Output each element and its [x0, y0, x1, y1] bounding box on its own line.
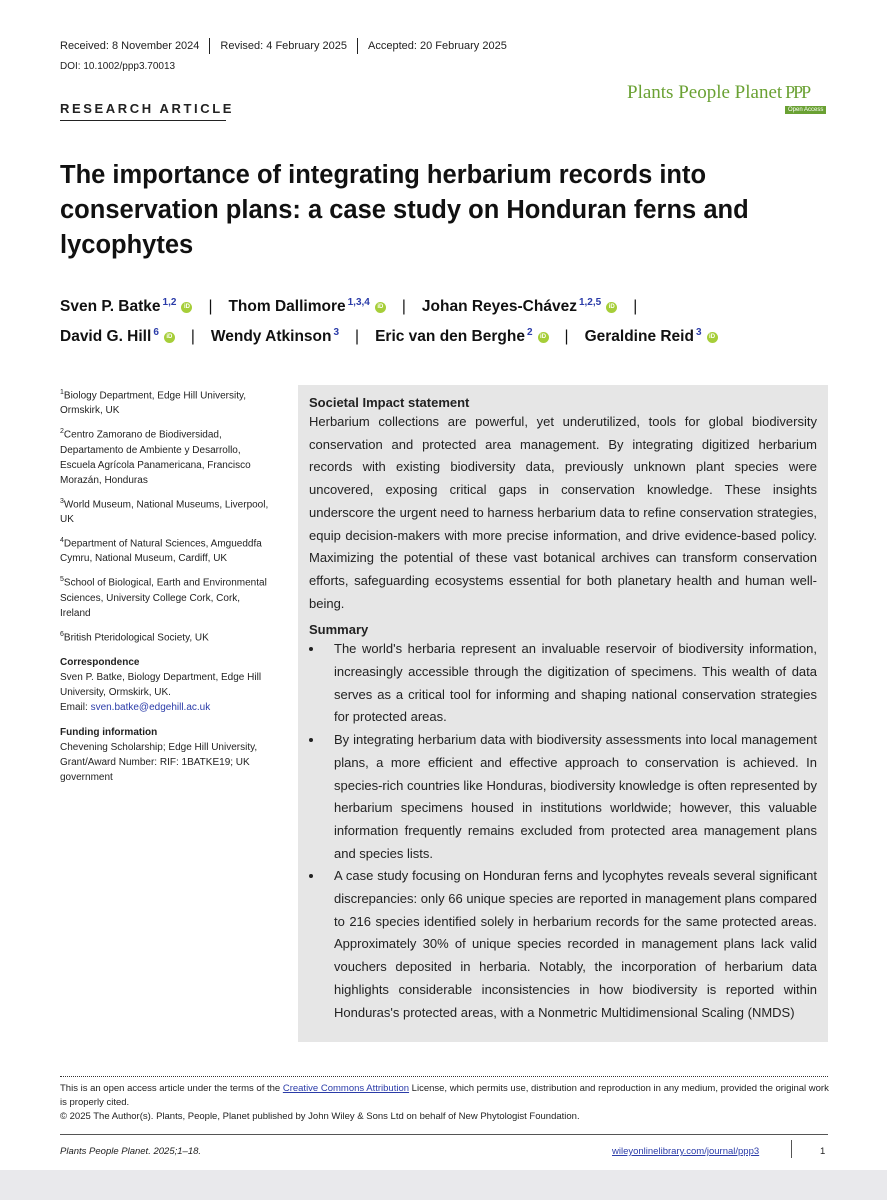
affiliation-number: 4 — [60, 536, 64, 544]
correspondence-text — [60, 670, 270, 715]
funding-text: Chevening Scholarship; Edge Hill University, Grant/Award Number: RIF: 1BATKE19; UK government — [60, 741, 258, 783]
journal-logo[interactable] — [627, 82, 809, 104]
affiliations-column — [60, 385, 270, 785]
author[interactable] — [375, 328, 548, 346]
received-date: Received: 8 November 2024 — [60, 40, 200, 52]
author[interactable] — [60, 298, 192, 316]
orcid-icon[interactable]: iD — [538, 332, 549, 343]
affiliation-number: 6 — [60, 630, 64, 638]
viewer-bottom-band — [0, 1170, 887, 1200]
affiliation — [60, 572, 270, 620]
author-affiliation: 2 — [526, 326, 533, 338]
author-name: Thom Dallimore — [228, 298, 346, 315]
summary-item: • The world's herbaria represent an invaluable reservoir of biodiversity information, increasingly accessible through the digitization of specimens. This wealth of data serves as a critical tool for informing and shaping national conservation strategies for protected areas. — [324, 638, 817, 729]
correspondence-address: Sven P. Batke, Biology Department, Edge Hill University, Ormskirk, UK. — [60, 671, 262, 698]
footer-divider — [791, 1140, 792, 1158]
author-affiliation: 3 — [333, 326, 340, 338]
license-notice — [60, 1082, 830, 1124]
journal-mark: PPP — [785, 82, 810, 102]
footer-rule — [60, 1134, 828, 1135]
author-line-2 — [60, 328, 840, 346]
author-name: Sven P. Batke — [60, 298, 161, 315]
affiliation — [60, 627, 270, 645]
impact-heading: Societal Impact statement — [309, 395, 470, 410]
author[interactable] — [585, 328, 718, 346]
author-separator: | — [401, 298, 406, 315]
email-link[interactable]: sven.batke@edgehill.ac.uk — [90, 701, 211, 713]
affiliation-text: World Museum, National Museums, Liverpool, UK — [60, 498, 269, 525]
open-access-badge: Open Access — [785, 106, 826, 114]
affiliation-text: British Pteridological Society, UK — [63, 631, 209, 643]
societal-impact-box — [298, 385, 828, 1042]
cc-license-link[interactable]: Creative Commons Attribution — [282, 1083, 410, 1094]
author-separator: | — [564, 328, 569, 345]
divider — [357, 38, 358, 54]
article-type-underline — [60, 120, 226, 121]
article-type: RESEARCH ARTICLE — [60, 101, 235, 116]
affiliation-text: Department of Natural Sciences, Amgueddfa Cymru, National Museum, Cardiff, UK — [60, 538, 262, 565]
affiliation-text: Biology Department, Edge Hill University, Ormskirk, UK — [60, 390, 247, 417]
author-affiliation: 6 — [153, 326, 159, 338]
author-separator: | — [633, 298, 638, 315]
journal-name: Plants People Planet — [627, 82, 783, 103]
doi: DOI: 10.1002/ppp3.70013 — [60, 61, 176, 72]
author-name: Wendy Atkinson — [210, 328, 332, 345]
affiliation — [60, 385, 270, 418]
license-text-post: License, which permits use, distribution and reproduction in any medium, provided the original work is properly cited. — [60, 1083, 829, 1108]
revised-date: Revised: 4 February 2025 — [220, 40, 347, 52]
affiliation — [60, 533, 270, 566]
affiliation-number: 3 — [60, 497, 64, 505]
affiliation — [60, 494, 270, 527]
affiliation-number: 2 — [60, 428, 64, 436]
summary-heading: Summary — [309, 622, 369, 638]
author[interactable] — [211, 328, 339, 346]
author-affiliation: 1,2,5 — [578, 296, 602, 308]
author-separator: | — [355, 328, 360, 345]
orcid-icon[interactable]: iD — [181, 302, 192, 313]
author[interactable] — [228, 298, 385, 316]
affiliation-text: School of Biological, Earth and Environmental Sciences, University College Cork, Cork, Ireland — [60, 577, 267, 619]
divider — [209, 38, 210, 54]
orcid-icon[interactable]: iD — [606, 302, 617, 313]
page-number: 1 — [820, 1146, 826, 1157]
email-label: Email: — [60, 701, 91, 713]
author-name: Geraldine Reid — [584, 328, 694, 345]
affiliation-number: 5 — [60, 576, 64, 584]
orcid-icon[interactable]: iD — [707, 332, 718, 343]
orcid-icon[interactable]: iD — [375, 302, 386, 313]
copyright: © 2025 The Author(s). Plants, People, Planet published by John Wiley & Sons Ltd on behalf of New Phytologist Foundation. — [60, 1111, 580, 1122]
author[interactable] — [60, 328, 175, 346]
affiliation — [60, 424, 270, 487]
article-dates — [60, 38, 507, 54]
author-separator: | — [208, 298, 213, 315]
author-name: Eric van den Berghe — [375, 328, 525, 345]
orcid-icon[interactable]: iD — [164, 332, 175, 343]
author-line-1 — [60, 298, 840, 316]
author-separator: | — [190, 328, 195, 345]
journal-url-link[interactable]: wileyonlinelibrary.com/journal/ppp3 — [612, 1146, 760, 1157]
funding-heading: Funding information — [60, 726, 158, 738]
summary-list — [309, 638, 817, 1024]
author[interactable] — [422, 298, 617, 316]
author-affiliation: 1,3,4 — [347, 296, 370, 308]
author-affiliation: 1,2 — [162, 296, 177, 308]
author-name: Johan Reyes-Chávez — [421, 298, 577, 315]
author-affiliation: 3 — [695, 326, 702, 338]
license-text-pre: This is an open access article under the terms of the — [60, 1083, 283, 1094]
correspondence-heading: Correspondence — [60, 656, 140, 668]
impact-text: Herbarium collections are powerful, yet underutilized, tools for global biodiversity conservation and protected area management. By integrating digitized herbarium records with existing biodiversity data, previously unknown plant species were uncovered, exposing critical gaps in conservation knowledge. These insights underscore the urgent need to harness herbarium data to refine conservation strategies, equip decision-makers with more precise information, and drive evidence-based policy. Maximizing the potential of these vast botanical archives can transform conservation efforts, safeguarding ecosystems essential for both planetary health and human well-being. — [309, 414, 817, 611]
affiliation-text: Centro Zamorano de Biodiversidad, Departamento de Ambiente y Desarrollo, Escuela Agrícola Panamericana, Francisco Morazán, Honduras — [60, 429, 251, 486]
article-title: The importance of integrating herbarium records into conservation plans: a case study on Honduran ferns and lycophytes — [60, 161, 749, 259]
affiliation-number: 1 — [60, 389, 64, 396]
summary-item: • By integrating herbarium data with biodiversity assessments into local management plans, a more efficient and effective approach to conservation is achieved. In species-rich countries like Honduras, biodiversity knowledge is often represented by herbarium specimens housed in institutions worldwide; however, this valuable information frequently remains excluded from protected area management plans and species lists. — [324, 729, 817, 865]
accepted-date: Accepted: 20 February 2025 — [368, 40, 507, 52]
journal-citation: Plants People Planet. 2025;1–18. — [60, 1146, 202, 1157]
summary-item: • A case study focusing on Honduran ferns and lycophytes reveals several significant discrepancies: only 66 unique species are reported in management plans compared to 216 species identified solely in herbarium records for the same protected areas. Approximately 30% of unique species recorded in management plans lack valid vouchers deposited in herbaria. Notably, the incorporation of herbarium data highlights considerable inconsistencies in how biodiversity is reported within Honduras's protected areas, with a Nonmetric Multidimensional Scaling (NMDS) — [324, 865, 817, 1024]
author-name: David G. Hill — [60, 328, 152, 345]
license-divider — [60, 1076, 828, 1077]
